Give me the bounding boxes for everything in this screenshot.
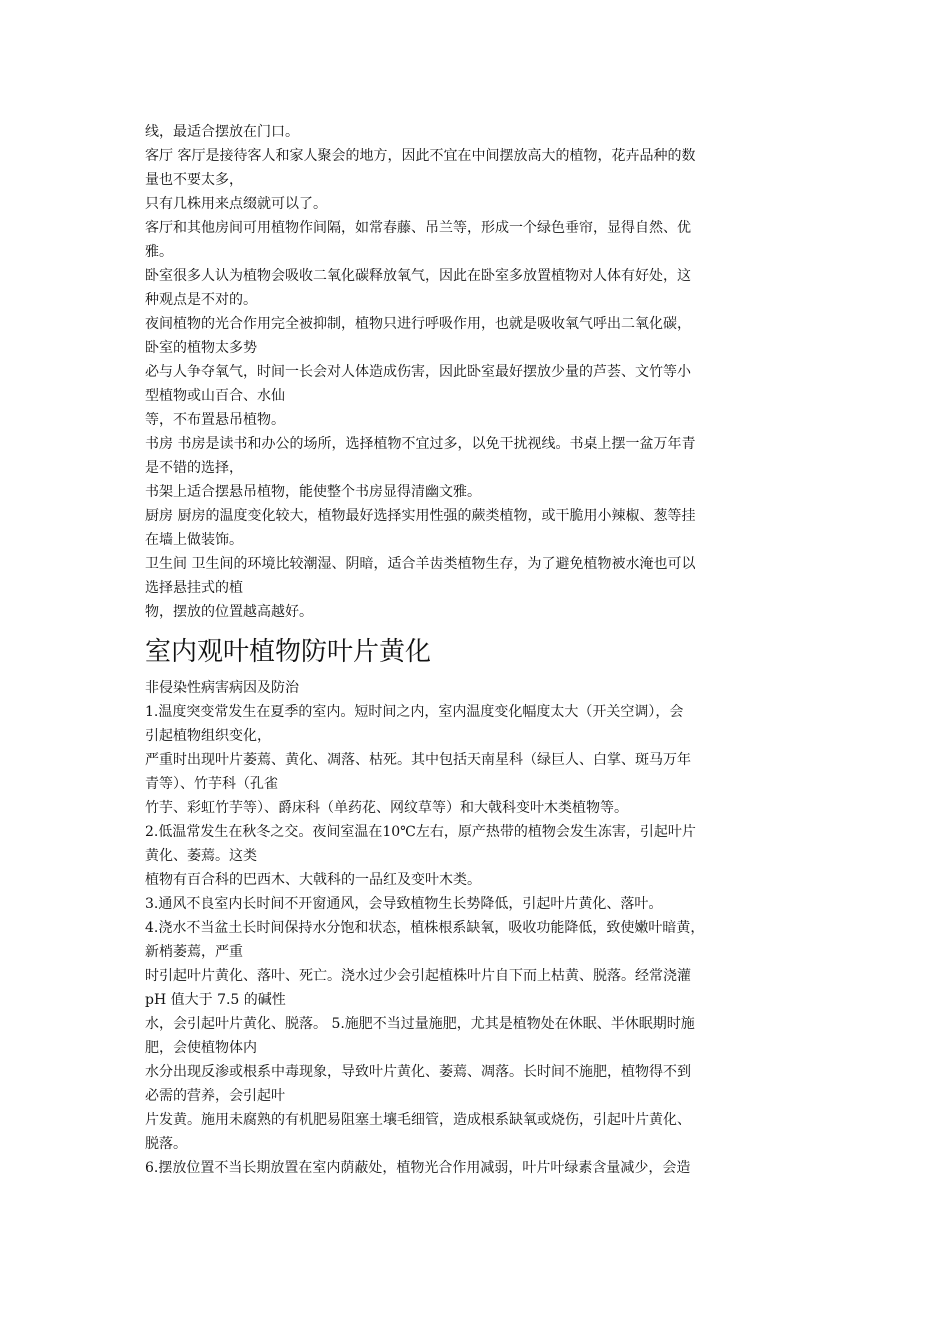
paragraph-line: 只有几株用来点缀就可以了。 [145,196,327,212]
paragraph-line: 选择悬挂式的植 [145,580,243,596]
paragraph-line: 线，最适合摆放在门口。 [145,124,299,140]
paragraph-line: 必需的营养，会引起叶 [145,1088,285,1104]
paragraph-line: 脱落。 [145,1136,187,1152]
paragraph-line: 片发黄。施用未腐熟的有机肥易阻塞土壤毛细管，造成根系缺氧或烧伤，引起叶片黄化、 [145,1112,691,1128]
paragraph-line: 雅。 [145,244,173,260]
section-room-placement [145,120,813,624]
paragraph-line: 3.通风不良室内长时间不开窗通风，会导致植物生长势降低，引起叶片黄化、落叶。 [145,896,663,912]
paragraph-line: 竹芋、彩虹竹芋等）、爵床科（单药花、网纹草等）和大戟科变叶木类植物等。 [145,800,628,816]
document-page [145,120,813,1180]
paragraph-line: 2.低温常发生在秋冬之交。夜间室温在10℃左右，原产热带的植物会发生冻害，引起叶片 [145,824,696,840]
paragraph-line: 6.摆放位置不当长期放置在室内荫蔽处，植物光合作用减弱，叶片叶绿素含量减少，会造 [145,1160,691,1176]
paragraph-line: 4.浇水不当盆土长时间保持水分饱和状态，植株根系缺氧，吸收功能降低，致使嫩叶暗黄， [145,920,705,936]
paragraph-line: 客厅 客厅是接待客人和家人聚会的地方，因此不宜在中间摆放高大的植物，花卉品种的数 [145,148,696,164]
paragraph-line: pH 值大于 7.5 的碱性 [145,992,286,1008]
paragraph-line: 卧室的植物太多势 [145,340,257,356]
paragraph-line: 物，摆放的位置越高越好。 [145,604,313,620]
paragraph-line: 书架上适合摆悬吊植物，能使整个书房显得清幽文雅。 [145,484,481,500]
paragraph-line: 种观点是不对的。 [145,292,257,308]
paragraph-line: 肥，会使植物体内 [145,1040,257,1056]
paragraph-line: 卧室很多人认为植物会吸收二氧化碳释放氧气，因此在卧室多放置植物对人体有好处，这 [145,268,691,284]
section-leaf-yellowing [145,676,813,1180]
paragraph-line: 新梢萎蔫，严重 [145,944,243,960]
paragraph-line: 卫生间 卫生间的环境比较潮湿、阴暗，适合羊齿类植物生存，为了避免植物被水淹也可以 [145,556,696,572]
paragraph-line: 时引起叶片黄化、落叶、死亡。浇水过少会引起植株叶片自下而上枯黄、脱落。经常浇灌 [145,968,691,984]
paragraph-line: 植物有百合科的巴西木、大戟科的一品红及变叶木类。 [145,872,481,888]
paragraph-line: 等，不布置悬吊植物。 [145,412,285,428]
paragraph-line: 书房 书房是读书和办公的场所，选择植物不宜过多，以免干扰视线。书桌上摆一盆万年青 [145,436,696,452]
paragraph-line: 夜间植物的光合作用完全被抑制，植物只进行呼吸作用，也就是吸收氧气呼出二氧化碳， [145,316,691,332]
paragraph-line: 水分出现反渗或根系中毒现象，导致叶片黄化、萎蔫、凋落。长时间不施肥，植物得不到 [145,1064,691,1080]
paragraph-line: 客厅和其他房间可用植物作间隔，如常春藤、吊兰等，形成一个绿色垂帘，显得自然、优 [145,220,691,236]
paragraph-line: 厨房 厨房的温度变化较大，植物最好选择实用性强的蕨类植物，或干脆用小辣椒、葱等挂 [145,508,696,524]
paragraph-line: 量也不要太多， [145,172,243,188]
paragraph-line: 水，会引起叶片黄化、脱落。 5.施肥不当过量施肥，尤其是植物处在休眠、半休眠期时施 [145,1016,695,1032]
subheading-line: 非侵染性病害病因及防治 [145,680,299,696]
paragraph-line: 1.温度突变常发生在夏季的室内。短时间之内，室内温度变化幅度太大（开关空调），会 [145,704,684,720]
section-heading: 室内观叶植物防叶片黄化 [145,637,432,667]
paragraph-line: 型植物或山百合、水仙 [145,388,285,404]
paragraph-line: 严重时出现叶片萎蔫、黄化、凋落、枯死。其中包括天南星科（绿巨人、白掌、斑马万年 [145,752,691,768]
paragraph-line: 黄化、萎蔫。这类 [145,848,257,864]
paragraph-line: 必与人争夺氧气，时间一长会对人体造成伤害，因此卧室最好摆放少量的芦荟、文竹等小 [145,364,691,380]
paragraph-line: 是不错的选择， [145,460,243,476]
paragraph-line: 在墙上做装饰。 [145,532,243,548]
paragraph-line: 引起植物组织变化， [145,728,271,744]
paragraph-line: 青等）、竹芋科（孔雀 [145,776,278,792]
